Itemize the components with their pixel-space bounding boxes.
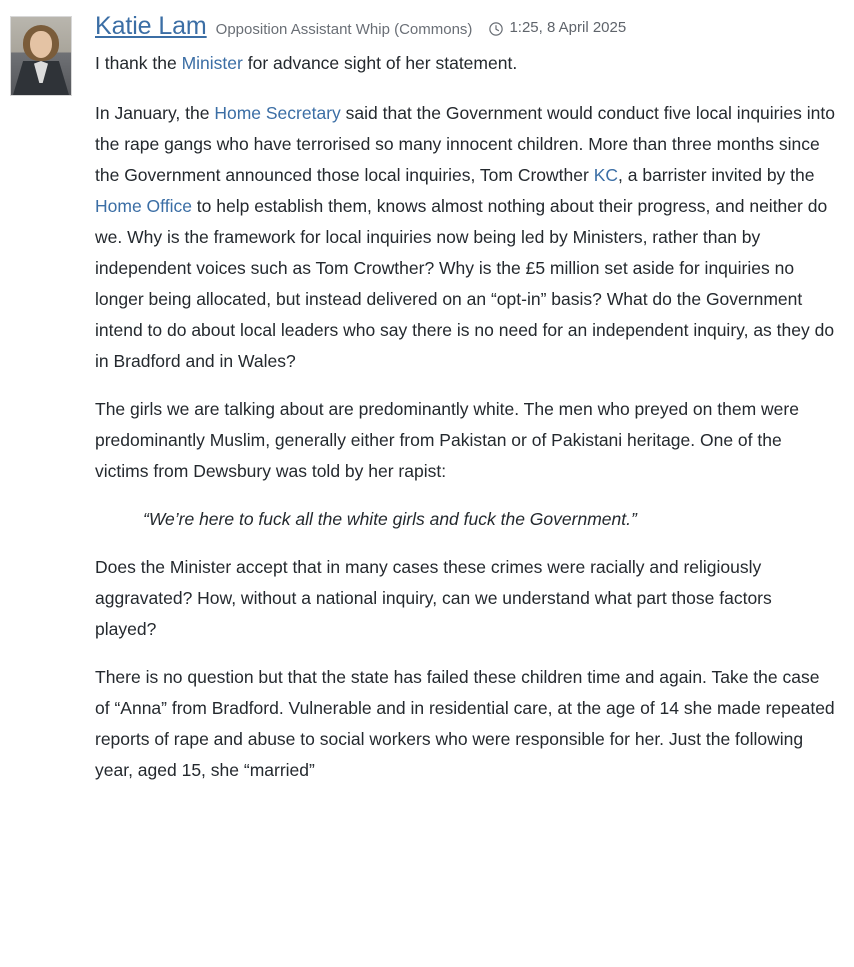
timestamp-wrap — [489, 20, 626, 35]
inline-link[interactable]: KC — [593, 165, 619, 185]
text-run: , a barrister invited by the — [618, 165, 815, 185]
speaker-name-link[interactable]: Katie Lam — [95, 12, 207, 40]
inline-link[interactable]: Minister — [181, 53, 243, 73]
text-run: Does the Minister accept that in many cases these crimes were racially and religiously aggravated? How, without a national inquiry, can we understand what part those factors played? — [95, 557, 772, 639]
speech-paragraphs — [95, 48, 836, 786]
text-run: said that the Government would conduct five local inquiries into the rape gangs who have terrorised so many innocent children. More than three months since the Government announced those local inquiries, Tom Crowther — [95, 103, 835, 185]
avatar — [10, 16, 72, 96]
inline-link[interactable]: Home Office — [95, 196, 192, 216]
clock-icon — [489, 22, 503, 36]
text-run: “We’re here to fuck all the white girls and fuck the Government.” — [143, 509, 637, 529]
speaker-role: Opposition Assistant Whip (Commons) — [215, 21, 473, 38]
speech-header — [10, 14, 844, 803]
inline-link[interactable]: Home Secretary — [214, 103, 341, 123]
timestamp-text: 1:25, 8 April 2025 — [509, 18, 627, 36]
text-run: I thank the — [95, 53, 182, 73]
speech-paragraph — [95, 394, 836, 487]
byline — [95, 14, 836, 39]
speech-paragraph — [95, 48, 836, 79]
text-run: In January, the — [95, 103, 215, 123]
avatar-face — [30, 31, 52, 58]
speech-paragraph — [95, 552, 836, 645]
speech-paragraph — [95, 662, 836, 786]
text-run: There is no question but that the state has failed these children time and again. Take the case of “Anna” from Bradford. Vulnerable and in residential care, at the age of 14 she made repeated reports of rape and abuse to social workers who were responsible for her. Just the following year, aged 15, she “married” — [95, 667, 835, 780]
text-run: to help establish them, knows almost nothing about their progress, and neither do we. Why is the framework for local inquiries now being led by Ministers, rather than by independent voices such as Tom Crowther? Why is the £5 million set aside for inquiries no longer being allocated, but instead delivered on an “opt-in” basis? What do the Government intend to do about local leaders who say there is no need for an independent inquiry, as they do in Bradford and in Wales? — [95, 196, 835, 371]
speech-content — [72, 14, 844, 803]
text-run: The girls we are talking about are predominantly white. The men who preyed on them were predominantly Muslim, generally either from Pakistan or of Pakistani heritage. One of the victims from Dewsbury was told by her rapist: — [95, 399, 799, 481]
speech-paragraph — [95, 98, 836, 377]
speech-quote — [95, 504, 836, 535]
text-run: for advance sight of her statement. — [242, 53, 518, 73]
